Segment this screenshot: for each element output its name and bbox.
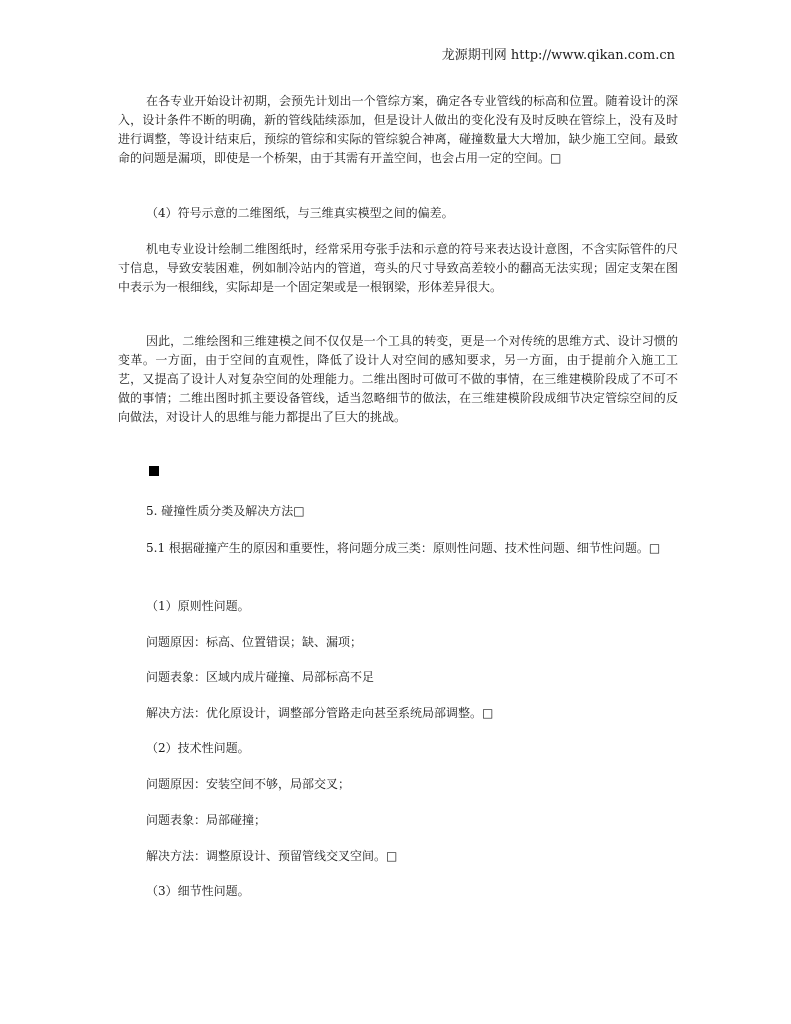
bullet-square-icon	[149, 466, 159, 476]
category-2-heading: （2）技术性问题。	[146, 741, 250, 755]
source-header: 龙源期刊网 http://www.qikan.com.cn	[441, 48, 675, 63]
category-2-solution: 解决方法：调整原设计、预留管线交叉空间。□	[146, 849, 398, 863]
item-4-heading: （4）符号示意的二维图纸，与三维真实模型之间的偏差。	[146, 206, 454, 220]
paragraph-design-stage: 在各专业开始设计初期，会预先计划出一个管综方案，确定各专业管线的标高和位置。随着设计的深入，设计条件不断的明确，新的管线陆续添加，但是设计人做出的变化没有及时反映在管综上，没有及时进行调整，等设计结束后，预综的管综和实际的管综貌合神离，碰撞数量大大增加，缺少施工空间。最致命的问题是漏项，即使是一个桥架，由于其需有开盖空间，也会占用一定的空间。□	[118, 94, 678, 165]
paragraph-2d-drawing: 机电专业设计绘制二维图纸时，经常采用夸张手法和示意的符号来表达设计意图，不含实际管件的尺寸信息，导致安装困难，例如制冷站内的管道，弯头的尺寸导致高差较小的翻高无法实现；固定支架在图中表示为一根细线，实际却是一个固定架或是一根钢梁，形体差异很大。	[118, 242, 678, 294]
category-1-heading: （1）原则性问题。	[146, 599, 250, 613]
category-1-cause: 问题原因：标高、位置错误；缺、漏项；	[146, 635, 363, 649]
category-1-solution: 解决方法：优化原设计，调整部分管路走向甚至系统局部调整。□	[146, 706, 494, 720]
category-3-heading: （3）细节性问题。	[146, 884, 250, 898]
section-5-1-paragraph: 5.1 根据碰撞产生的原因和重要性，将问题分成三类：原则性问题、技术性问题、细节性问题。□	[146, 541, 661, 555]
category-1-symptom: 问题表象：区域内成片碰撞、局部标高不足	[146, 670, 375, 684]
category-2-symptom: 问题表象：局部碰撞；	[146, 813, 267, 827]
category-2-cause: 问题原因：安装空间不够，局部交叉；	[146, 777, 351, 791]
paragraph-conclusion: 因此，二维绘图和三维建模之间不仅仅是一个工具的转变，更是一个对传统的思维方式、设计习惯的变革。一方面，由于空间的直观性，降低了设计人对空间的感知要求，另一方面，由于提前介入施工工艺，又提高了设计人对复杂空间的处理能力。二维出图时可做可不做的事情，在三维建模阶段成了不可不做的事情；二维出图时抓主要设备管线，适当忽略细节的做法，在三维建模阶段成细节决定管综空间的反向做法，对设计人的思维与能力都提出了巨大的挑战。	[118, 334, 678, 424]
section-5-heading: 5. 碰撞性质分类及解决方法□	[146, 504, 305, 518]
